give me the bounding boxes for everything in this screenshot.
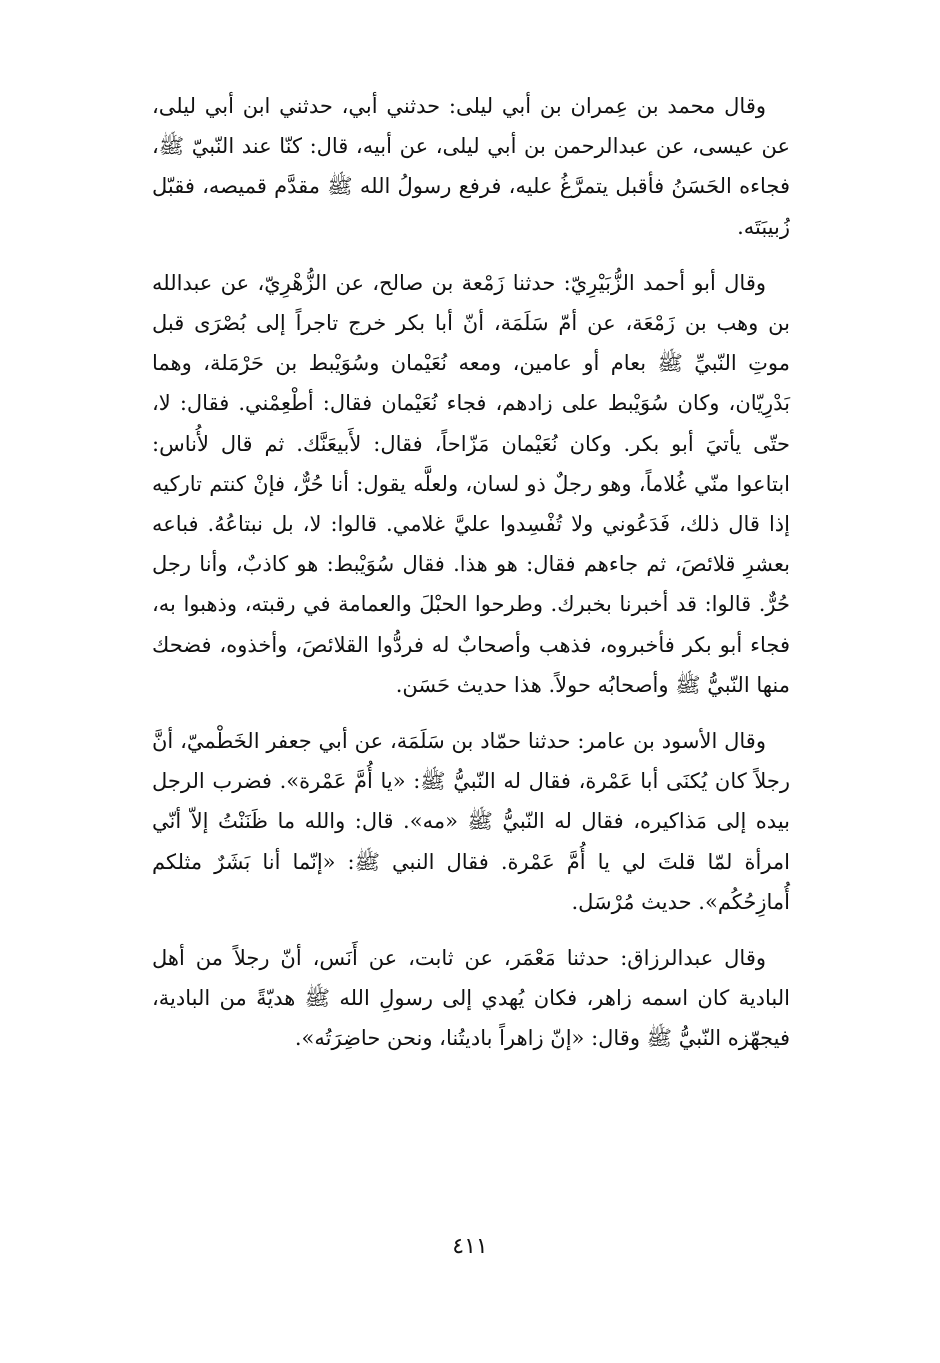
body-text	[152, 86, 790, 1075]
page-number: ٤١١	[452, 1234, 488, 1259]
paragraph-3: وقال الأسود بن عامر: حدثنا حمّاد بن سَلَمَة، عن أبي جعفر الخَطْميّ، أنَّ رجلاً كان يُكنَى أبا عَمْرة، فقال له النّبيُّ ﷺ: «يا أُمَّ عَمْرة». فضرب الرجل بيده إلى مَذاكيره، فقال له النّبيُّ ﷺ «مه». قال: والله ما ظَنَنْتُ إلاّ أنّي امرأة لمّا قلتَ لي يا أُمَّ عَمْرة. فقال النبي ﷺ: «إنّما أنا بَشَرٌ مثلكم أُمازِحُكُم». حديث مُرْسَل.	[152, 729, 790, 914]
paragraph-2: وقال أبو أحمد الزُّبَيْرِيّ: حدثنا زَمْعة بن صالح، عن الزُّهْرِيّ، عن عبدالله بن وهب بن زَمْعَة، عن أمّ سَلَمَة، أنّ أبا بكر خرج تاجراً إلى بُصْرَى قبل موتِ النّبيِّ ﷺ بعام أو عامين، ومعه نُعَيْمان وسُوَيْبط بن حَرْمَلة، وهما بَدْرِيّان، وكان سُوَيْبط على زادهم، فجاء نُعَيْمان فقال: أطْعِمْني. فقال: لا، حتّى يأتيَ أبو بكر. وكان نُعَيْمان مَزّاحاً، فقال: لأَبيعَنَّك. ثم قال لأُناس: ابتاعوا منّي غُلاماً، وهو رجلٌ ذو لسان، ولعلَّه يقول: أنا حُرٌّ، فإنْ كنتم تاركيه إذا قال ذلك، فَدَعُوني ولا تُفْسِدوا عليَّ غلامي. قالوا: لا، بل نبتاعُهُ. فباعه بعشرِ قلائصَ، ثم جاءهم فقال: هو هذا. فقال سُوَيْبط: هو كاذبٌ، وأنا رجل حُرٌّ. قالوا: قد أخبرنا بخبرك. وطرحوا الحبْلَ والعمامة في رقبته، وذهبوا به، فجاء أبو بكر فأخبروه، فذهب وأصحابٌ له فردُّوا القلائصَ، وأخذوه، فضحك منها النّبيُّ ﷺ وأصحابُه حولاً. هذا حديث حَسَن.	[152, 270, 790, 697]
paragraph-1: وقال محمد بن عِمران بن أبي ليلى: حدثني أبي، حدثني ابن أبي ليلى، عن عيسى، عن عبدالرحمن بن أبي ليلى، عن أبيه، قال: كنّا عند النّبيّ ﷺ، فجاءه الحَسَنُ فأقبل يتمرَّغُ عليه، فرفع رسولُ الله ﷺ مقدَّم قميصه، فقبّل زُبيبَتَه.	[152, 94, 790, 239]
paragraph-4: وقال عبدالرزاق: حدثنا مَعْمَر، عن ثابت، عن أَنَس، أنّ رجلاً من أهل البادية كان اسمه زاهر، فكان يُهدي إلى رسولِ الله ﷺ هديّةً من البادية، فيجهّزه النّبيُّ ﷺ وقال: «إنّ زاهراً باديتُنا، ونحن حاضِرَتُه».	[152, 946, 790, 1051]
